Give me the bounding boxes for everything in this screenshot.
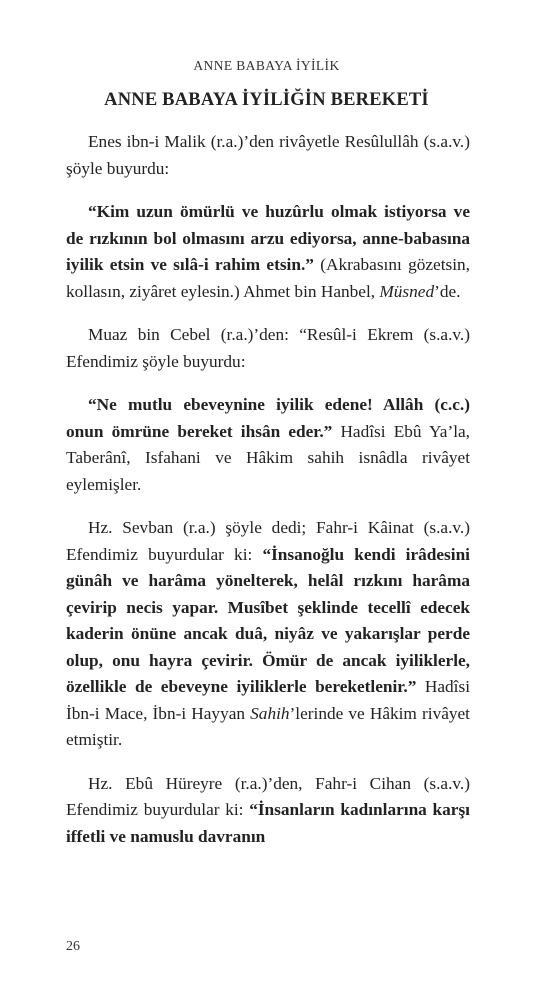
p2-text-end: ’de.: [434, 281, 461, 301]
running-header: ANNE BABAYA İYİLİK: [193, 58, 340, 73]
paragraph-5: [66, 515, 470, 754]
p5-text-end: ’lerinde ve Hâkim rivâyet etmiştir.: [66, 703, 470, 749]
p5-text-2: Hadîsi İbn-i Mace, İbn-i Hayyan: [66, 677, 470, 723]
paragraph-4: [66, 392, 470, 498]
p3-text: Muaz bin Cebel (r.a.)’den: “Resûl-i Ekrem (s.a.v.) Efendimiz şöyle buyurdu:: [66, 325, 470, 371]
p5-source-title: Sahih: [250, 703, 290, 723]
p5-hadith-quote: “İnsanoğlu kendi irâdesini günâh ve harâma yönelterek, helâl rızkını harâma çevirip necis yapar. Musîbet şeklinde tecellî edecek kaderin önüne ancak duâ, niyâz ve yakarışlar perde olup, onu hayra çevirir. Ömür de ancak iyiliklerle, özellikle de ebeveyne iyiliklerle bereketlenir.”: [66, 544, 470, 696]
p2-text: (Akrabasını gözetsin, kollasın, ziyâret eylesin.) Ahmet bin Hanbel,: [66, 255, 470, 301]
paragraph-1: [66, 129, 470, 182]
p6-hadith-quote: “İnsanların kadınlarına karşı iffetli ve namuslu davranın: [66, 800, 470, 846]
p1-text: Enes ibn-i Malik (r.a.)’den rivâyetle Resûlullâh (s.a.v.) şöyle buyurdu:: [66, 132, 470, 178]
p4-text: Hadîsi Ebû Ya’la, Taberânî, Isfahani ve Hâkim sahih isnâdla rivâyet eylemişler.: [66, 421, 470, 494]
chapter-title: ANNE BABAYA İYİLİĞİN BEREKETİ: [104, 90, 429, 110]
page-number: 26: [66, 939, 80, 954]
p6-text: Hz. Ebû Hüreyre (r.a.)’den, Fahr-i Cihan (s.a.v.) Efendimiz buyurdular ki:: [66, 773, 470, 819]
paragraph-2: [66, 199, 470, 305]
p2-hadith-quote: “Kim uzun ömürlü ve huzûrlu olmak istiyorsa ve de rızkının bol olmasını arzu ediyorsa, anne-babasına iyilik etsin ve sılâ-i rahim etsin.”: [66, 202, 470, 274]
paragraph-6: [66, 771, 470, 851]
p4-hadith-quote: “Ne mutlu ebeveynine iyilik edene! Allâh (c.c.) onun ömrüne bereket ihsân eder.”: [66, 395, 470, 441]
p5-text: Hz. Sevban (r.a.) şöyle dedi; Fahr-i Kâinat (s.a.v.) Efendimiz buyurdular ki:: [66, 518, 470, 564]
body-text: [66, 129, 470, 867]
paragraph-3: [66, 322, 470, 375]
p2-source-title: Müsned: [379, 281, 435, 301]
